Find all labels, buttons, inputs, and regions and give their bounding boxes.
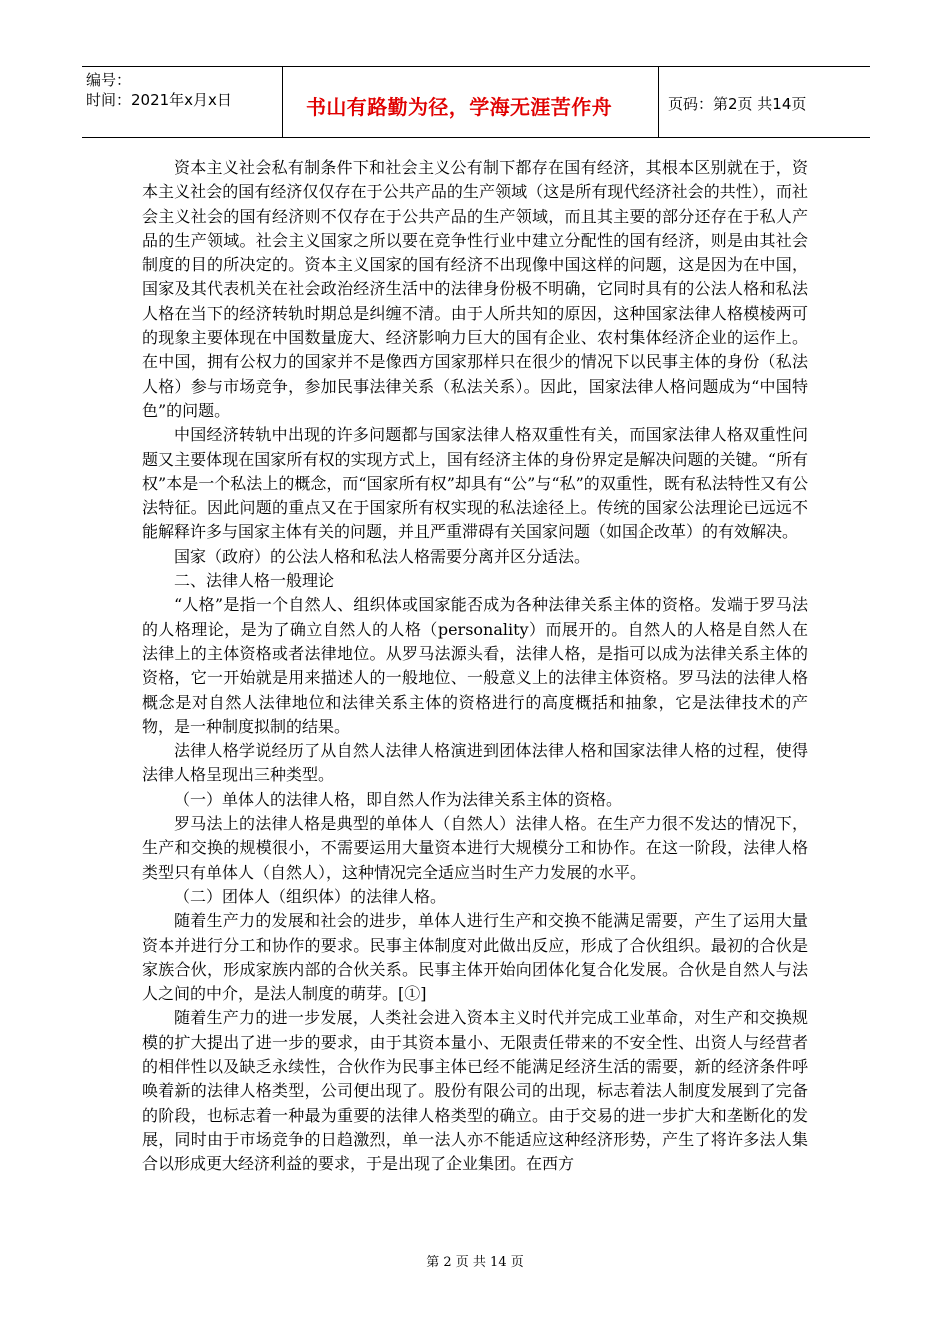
paragraph: 随着生产力的发展和社会的进步，单体人进行生产和交换不能满足需要，产生了运用大量资本并进行分工和协作的要求。民事主体制度对此做出反应，形成了合伙组织。最初的合伙是家族合伙，形成家族内部的合伙关系。民事主体开始向团体化复合化发展。合伙是自然人与法人之间的中介，是法人制度的萌芽。[①] (142, 911, 808, 1004)
paragraph: 资本主义社会私有制条件下和社会主义公有制下都存在国有经济，其根本区别就在于，资本主义社会的国有经济仅仅存在于公共产品的生产领域（这是所有现代经济社会的共性），而社会主义社会的国有经济则不仅存在于公共产品的生产领域，而且其主要的部分还存在于私人产品的生产领域。社会主义国家之所以要在竞争性行业中建立分配性的国有经济，则是由其社会制度的目的所决定的。资本主义国家的国有经济不出现像中国这样的问题，这是因为在中国，国家及其代表机关在社会政治经济生活中的法律身份极不明确，它同时具有的公法人格和私法人格在当下的经济转轨时期总是纠缠不清。由于人所共知的原因，这种国家法律人格模棱两可的现象主要体现在中国数量庞大、经济影响力巨大的国有企业、农村集体经济企业的运作上。在中国，拥有公权力的国家并不是像西方国家那样只在很少的情况下以民事主体的身份（私法人格）参与市场竞争，参加民事法律关系（私法关系）。因此，国家法律人格问题成为“中国特色”的问题。 (142, 158, 808, 420)
subsection-heading: （二）团体人（组织体）的法律人格。 (174, 886, 447, 906)
header-info-cell (82, 67, 283, 137)
page-footer: 第 2 页 共 14 页 (426, 1255, 524, 1270)
paragraph: 随着生产力的进一步发展，人类社会进入资本主义时代并完成工业革命，对生产和交换规模的扩大提出了进一步的要求，由于其资本量小、无限责任带来的不安全性、出资人与经营者的相伴性以及缺乏永续性，合伙作为民事主体已经不能满足经济生活的需要，新的经济条件呼唤着新的法律人格类型，公司便出现了。股份有限公司的出现，标志着法人制度发展到了完备的阶段，也标志着一种最为重要的法律人格类型的确立。由于交易的进一步扩大和垄断化的发展，同时由于市场竞争的日趋激烈，单一法人亦不能适应这种经济形势，产生了将许多法人集合以形成更大经济利益的要求，于是出现了企业集团。在西方 (142, 1008, 808, 1174)
document-body (142, 156, 808, 1176)
header-page-number: 页码：第2页 共14页 (668, 95, 807, 113)
subsection-heading: （一）单体人的法律人格，即自然人作为法律关系主体的资格。 (174, 789, 623, 809)
paragraph: 罗马法上的法律人格是典型的单体人（自然人）法律人格。在生产力很不发达的情况下，生产和交换的规模很小，不需要运用大量资本进行大规模分工和协作。在这一阶段，法律人格类型只有单体人（自然人），这种情况完全适应当时生产力发展的水平。 (142, 814, 808, 882)
paragraph: 国家（政府）的公法人格和私法人格需要分离并区分适法。 (174, 546, 591, 566)
header-motto-cell (282, 67, 659, 137)
header-motto: 书山有路勤为径，学海无涯苦作舟 (306, 95, 612, 119)
document-number-label: 编号： (86, 71, 132, 89)
paragraph: 法律人格学说经历了从自然人法律人格演进到团体法律人格和国家法律人格的过程，使得法律人格呈现出三种类型。 (142, 741, 808, 785)
paragraph: “人格”是指一个自然人、组织体或国家能否成为各种法律关系主体的资格。发端于罗马法的人格理论，是为了确立自然人的人格（personality）而展开的。自然人的人格是自然人在法律上的主体资格或者法律地位。从罗马法源头看，法律人格，是指可以成为法律关系主体的资格，它一开始就是用来描述人的一般地位、一般意义上的法律主体资格。罗马法的法律人格概念是对自然人法律地位和法律关系主体的资格进行的高度概括和抽象，它是法律技术的产物，是一种制度拟制的结果。 (142, 595, 808, 736)
paragraph: 中国经济转轨中出现的许多问题都与国家法律人格双重性有关，而国家法律人格双重性问题又主要体现在国家所有权的实现方式上，国有经济主体的身份界定是解决问题的关键。“所有权”本是一个私法上的概念，而“国家所有权”却具有“公”与“私”的双重性，既有私法特性又有公法特征。因此问题的重点又在于国家所有权实现的私法途径上。传统的国家公法理论已远远不能解释许多与国家主体有关的问题，并且严重滞碍有关国家问题（如国企改革）的有效解决。 (142, 425, 808, 542)
section-heading: 二、法律人格一般理论 (174, 571, 335, 591)
document-date: 时间：2021年x月x日 (86, 91, 232, 109)
page-header (82, 66, 870, 138)
header-page-cell (658, 67, 870, 137)
